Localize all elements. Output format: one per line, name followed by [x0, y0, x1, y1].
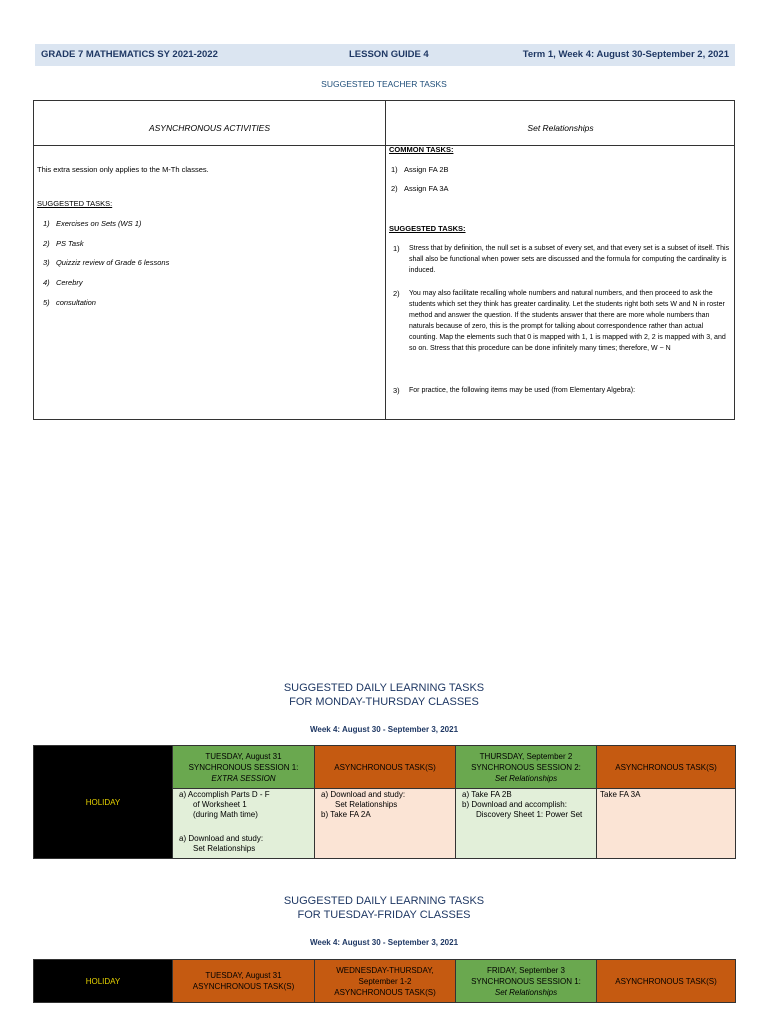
- left-task-list: [43, 218, 373, 317]
- header-course: GRADE 7 MATHEMATICS SY 2021-2022: [41, 49, 218, 60]
- async-tasks-cell-1: a) Download and study: Set Relationships b) Take FA 2A: [315, 789, 456, 859]
- mth-title: SUGGESTED DAILY LEARNING TASKS FOR MONDAY-THURSDAY CLASSES: [283, 682, 485, 708]
- tuesday-sync-header: TUESDAY, August 31 SYNCHRONOUS SESSION 1: EXTRA SESSION: [173, 746, 315, 789]
- left-note: This extra session only applies to the M-Th classes.: [37, 165, 209, 174]
- common-task-1: 1) Assign FA 2B: [391, 165, 449, 174]
- friday-sync-header: FRIDAY, September 3 SYNCHRONOUS SESSION 1: Set Relationships: [456, 960, 597, 1003]
- thursday-tasks-cell: a) Take FA 2B b) Download and accomplish: Discovery Sheet 1: Power Set: [456, 789, 597, 859]
- list-item: 2) PS Task: [43, 239, 84, 248]
- tuesday-async-header: TUESDAY, August 31 ASYNCHRONOUS TASK(S): [173, 960, 315, 1003]
- tuesday-tasks-cell: a) Accomplish Parts D - F of Worksheet 1 (during Math time) a) Download and study: Set Relationships: [173, 789, 315, 859]
- list-item: 5) consultation: [43, 298, 96, 307]
- mth-schedule-table: [33, 745, 736, 859]
- common-tasks-title: COMMON TASKS:: [389, 145, 454, 154]
- tf-schedule-table: [33, 959, 736, 1003]
- header-lesson: LESSON GUIDE 4: [349, 49, 429, 60]
- tf-week: Week 4: August 30 - September 3, 2021: [309, 938, 459, 947]
- tf-title: SUGGESTED DAILY LEARNING TASKS FOR TUESDAY-FRIDAY CLASSES: [283, 895, 485, 921]
- right-task-3: 3) For practice, the following items may be used (from Elementary Algebra):: [393, 386, 636, 395]
- holiday-cell: HOLIDAY: [34, 960, 173, 1003]
- async-tasks-cell-2: Take FA 3A: [597, 789, 736, 859]
- row-divider: [34, 145, 734, 146]
- set-relationships-heading: Set Relationships: [527, 123, 594, 133]
- left-tasks-title: SUGGESTED TASKS:: [37, 199, 113, 208]
- wed-thu-async-header: WEDNESDAY-THURSDAY, September 1-2 ASYNCHRONOUS TASK(S): [315, 960, 456, 1003]
- async-header-1: ASYNCHRONOUS TASK(S): [315, 746, 456, 789]
- thursday-sync-header: THURSDAY, September 2 SYNCHRONOUS SESSION 2: Set Relationships: [456, 746, 597, 789]
- mth-week: Week 4: August 30 - September 3, 2021: [309, 725, 459, 734]
- right-task-1: 1) Stress that by definition, the null set is a subset of every set, and that every set is a subset of itself. This shall also be functional when power sets are discussed and the formula for computing the cardinality is induced.: [393, 244, 730, 274]
- subtitle: SUGGESTED TEACHER TASKS: [321, 79, 447, 89]
- async-header-2: ASYNCHRONOUS TASK(S): [597, 746, 736, 789]
- async-header: ASYNCHRONOUS TASK(S): [597, 960, 736, 1003]
- list-item: 3) Quizziz review of Grade 6 lessons: [43, 258, 170, 267]
- right-tasks-title: SUGGESTED TASKS:: [389, 224, 466, 233]
- right-task-2: 2) You may also facilitate recalling whole numbers and natural numbers, and then proceed to ask the students which set they think has greater cardinality. Let the students right both sets W and N in roster method and answer the question. If the students answer that there are more whole numbers than naturals because of zero, this is the prompt for talking about correspondence rather than actual counting. Map the elements such that 0 is mapped with 1, 1 is mapped with 2, 2 is mapped with 3, and so on. Stress that this procedure can be done infinitely many times; therefore, W ~ N: [393, 289, 726, 352]
- column-divider: [385, 101, 386, 419]
- list-item: 4) Cerebry: [43, 278, 83, 287]
- common-task-2: 2) Assign FA 3A: [391, 184, 449, 193]
- async-activities-heading: ASYNCHRONOUS ACTIVITIES: [148, 123, 271, 133]
- header-bar: [35, 44, 735, 66]
- holiday-cell: HOLIDAY: [34, 746, 173, 859]
- list-item: 1) Exercises on Sets (WS 1): [43, 219, 142, 228]
- header-term: Term 1, Week 4: August 30-September 2, 2021: [522, 49, 729, 60]
- lesson-guide-table: [33, 100, 735, 420]
